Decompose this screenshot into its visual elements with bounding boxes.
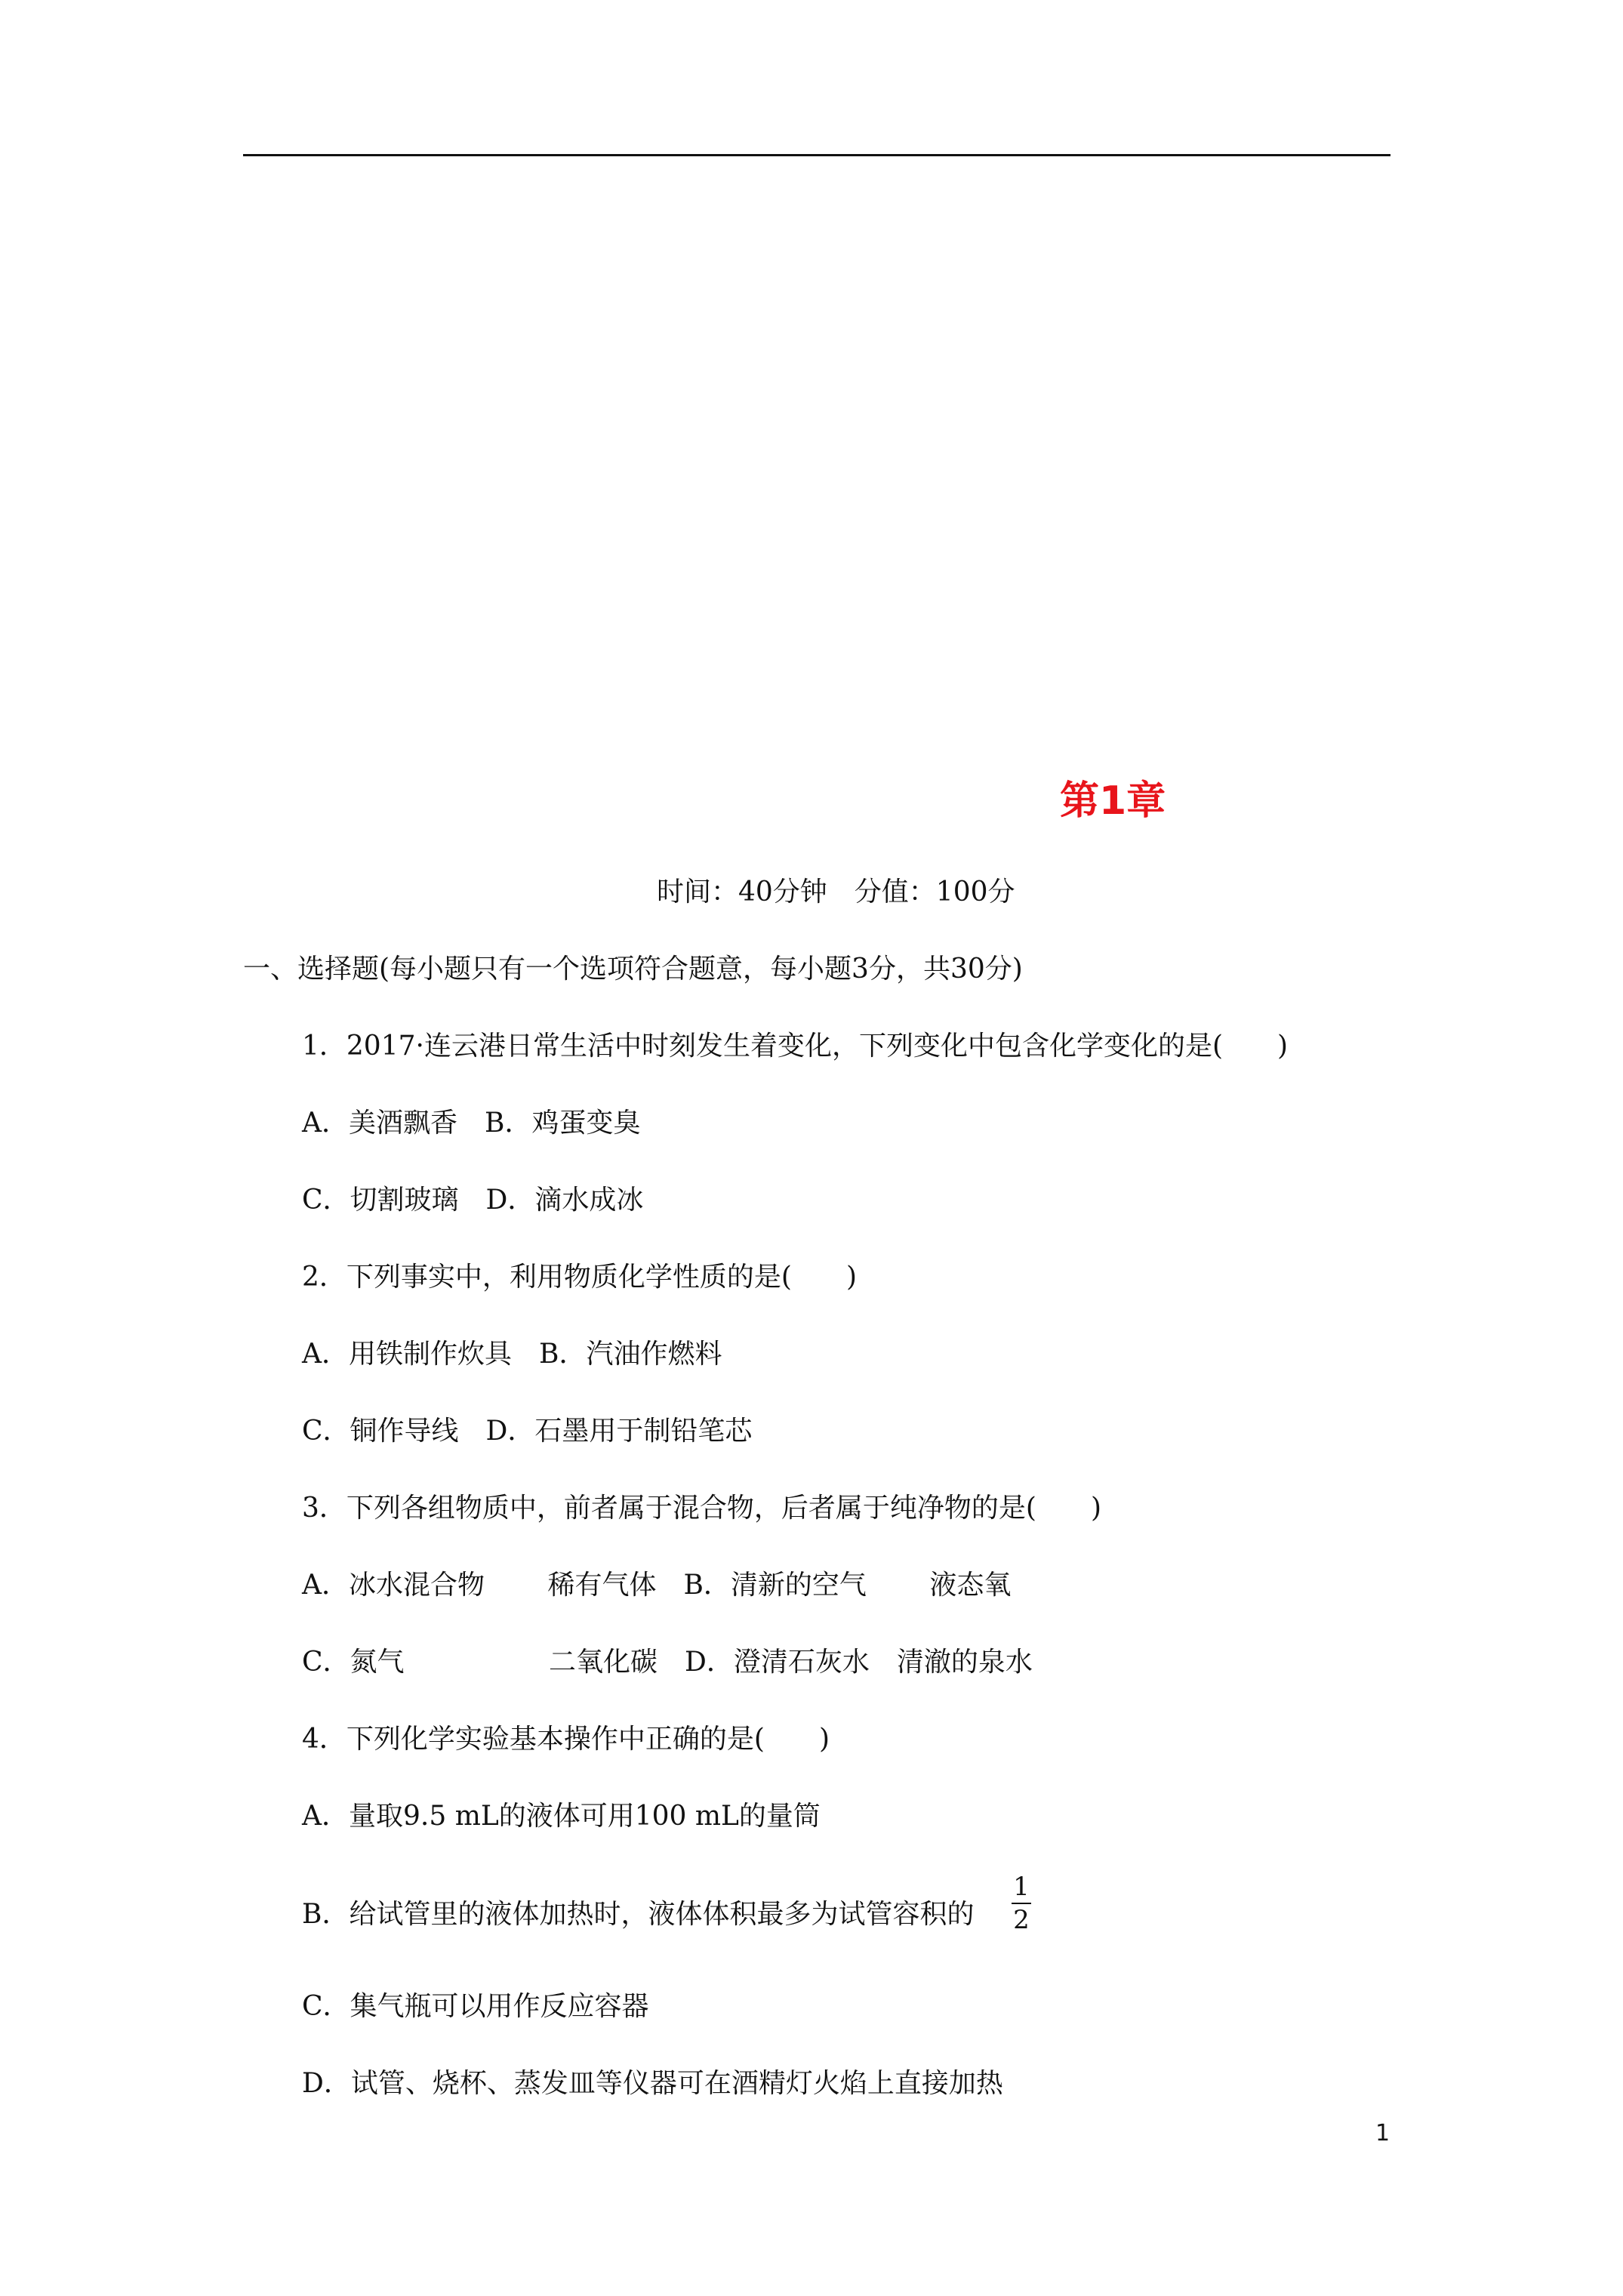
page-number: 1: [1375, 2120, 1390, 2147]
question-1-option-cd: C．切割玻璃 D．滴水成冰: [302, 1185, 644, 1216]
question-4-option-a: A．量取9.5 mL的液体可用100 mL的量筒: [302, 1801, 821, 1832]
question-4-option-b: B．给试管里的液体加热时，液体体积最多为试管容积的: [302, 1899, 975, 1930]
fraction-one-half: [1012, 1872, 1031, 1934]
question-4-option-d: D．试管、烧杯、蒸发皿等仪器可在酒精灯火焰上直接加热: [302, 2068, 1003, 2099]
question-3-stem: 3．下列各组物质中，前者属于混合物，后者属于纯净物的是( ): [302, 1493, 1101, 1524]
question-2-option-ab: A．用铁制作炊具 B．汽油作燃料: [302, 1339, 722, 1370]
question-4-stem: 4．下列化学实验基本操作中正确的是( ): [302, 1724, 830, 1755]
question-1-stem: 1．2017·连云港日常生活中时刻发生着变化，下列变化中包含化学变化的是( ): [302, 1031, 1289, 1062]
section-heading: 一、选择题(每小题只有一个选项符合题意，每小题3分，共30分): [243, 954, 1023, 985]
chapter-title: 第1章: [1060, 778, 1166, 824]
question-1-option-ab: A．美酒飘香 B．鸡蛋变臭: [302, 1108, 641, 1139]
question-3-option-cd: C．氮气 二氧化碳 D．澄清石灰水 清澈的泉水: [302, 1647, 1033, 1678]
question-3-option-ab: A．冰水混合物 稀有气体 B．清新的空气 液态氧: [302, 1570, 1012, 1601]
question-4-option-c: C．集气瓶可以用作反应容器: [302, 1991, 649, 2022]
exam-meta: 时间：40分钟 分值：100分: [657, 877, 1015, 908]
question-2-option-cd: C．铜作导线 D．石墨用于制铅笔芯: [302, 1416, 753, 1447]
question-2-stem: 2．下列事实中，利用物质化学性质的是( ): [302, 1262, 857, 1293]
header-rule: [243, 154, 1390, 156]
fraction-bar: [1012, 1903, 1031, 1904]
fraction-denominator: 2: [1013, 1905, 1030, 1935]
fraction-numerator: 1: [1013, 1872, 1030, 1902]
